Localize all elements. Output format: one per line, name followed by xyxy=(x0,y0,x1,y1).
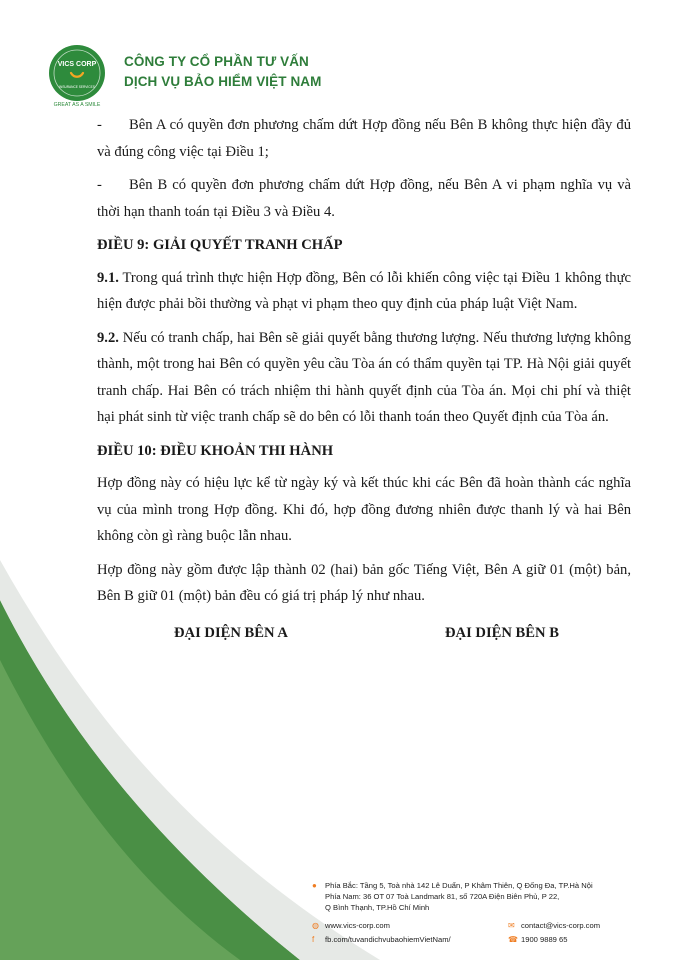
address-south: Phía Nam: 36 OT 07 Toà Landmark 81, số 720A Điện Biên Phủ, P 22, Q Bình Thạnh, TP.Hồ Chí Minh xyxy=(325,892,560,913)
article-10-heading: ĐIỀU 10: ĐIỀU KHOẢN THI HÀNH xyxy=(97,442,334,459)
facebook-icon: f xyxy=(312,934,315,944)
mail-icon: ✉ xyxy=(508,920,515,930)
company-name-line1: CÔNG TY CỔ PHẦN TƯ VẤN xyxy=(124,54,309,69)
email-link[interactable]: contact@vics-corp.com xyxy=(521,920,601,930)
bullet-dash: - xyxy=(97,117,102,133)
facebook-link[interactable]: fb.com/tuvandichvubaohiemVietNam/ xyxy=(325,934,451,944)
article-10-paragraph-1: Hợp đồng này có hiệu lực kể từ ngày ký và kết thúc khi các Bên đã hoàn thành các nghĩa vụ của mình trong Hợp đồng. Khi đó, hợp đồng đương nhiên được thanh lý và hai Bên không còn gì ràng buộc lẫn nhau. xyxy=(97,475,631,544)
website-link[interactable]: www.vics-corp.com xyxy=(325,920,390,930)
bullet-item: - Bên B có quyền đơn phương chấm dứt Hợp đồng, nếu Bên A vi phạm nghĩa vụ và thời hạn thanh toán tại Điều 3 và Điều 4. xyxy=(97,172,631,225)
location-pin-icon: ● xyxy=(312,881,317,890)
footer-contact xyxy=(312,880,679,945)
address-north: ● Phía Bắc: Tầng 5, Toà nhà 142 Lê Duẩn, P Khâm Thiên, Q Đống Đa, TP.Hà Nội xyxy=(312,881,593,890)
signature-party-a: ĐẠI DIỆN BÊN A xyxy=(174,625,288,641)
logo-slogan: GREAT AS A SMILE xyxy=(53,102,101,108)
footer-contact-row xyxy=(312,920,679,931)
footer-contact-row xyxy=(312,934,679,945)
logo-text: VICS CORP xyxy=(57,61,97,68)
clause-9-2: 9.2. Nếu có tranh chấp, hai Bên sẽ giải quyết bằng thương lượng. Nếu thương lượng không thành, một trong hai Bên có quyền yêu cầu Tòa án có thẩm quyền tại TP. Hà Nội giải quyết tranh chấp. Hai Bên có trách nhiệm thi hành quyết định của Tòa án. Mọi chi phí và thiệt hại phát sinh từ việc tranh chấp sẽ do bên có lỗi thanh toán theo Quyết định của Tòa án. xyxy=(97,329,632,425)
document-body xyxy=(97,112,631,617)
phone-number[interactable]: 1900 9889 65 xyxy=(521,934,568,944)
article-10-paragraph-2: Hợp đồng này gồm được lập thành 02 (hai) bản gốc Tiếng Việt, Bên A giữ 01 (một) bản, Bên B giữ 01 (một) bản đều có giá trị pháp lý như nhau. xyxy=(97,561,631,604)
globe-icon: ◍ xyxy=(312,920,319,930)
bullet-item: - Bên A có quyền đơn phương chấm dứt Hợp đồng nếu Bên B không thực hiện đầy đủ và đúng công việc tại Điều 1; xyxy=(97,112,631,165)
phone-icon: ☎ xyxy=(508,934,518,944)
company-logo xyxy=(44,42,110,108)
signature-party-b: ĐẠI DIỆN BÊN B xyxy=(445,625,559,641)
article-9-heading: ĐIỀU 9: GIẢI QUYẾT TRANH CHẤP xyxy=(97,237,343,253)
company-name xyxy=(124,52,322,92)
bullet-dash: - xyxy=(97,177,102,193)
logo-ring-text: INSURANCE SERVICES xyxy=(59,85,95,89)
clause-9-1: 9.1. Trong quá trình thực hiện Hợp đồng, Bên có lỗi khiến công việc tại Điều 1 không thực hiện được phải bồi thường và phạt vi phạm theo quy định của pháp luật Việt Nam. xyxy=(97,269,631,312)
company-name-line2: DỊCH VỤ BẢO HIỂM VIỆT NAM xyxy=(124,74,322,89)
